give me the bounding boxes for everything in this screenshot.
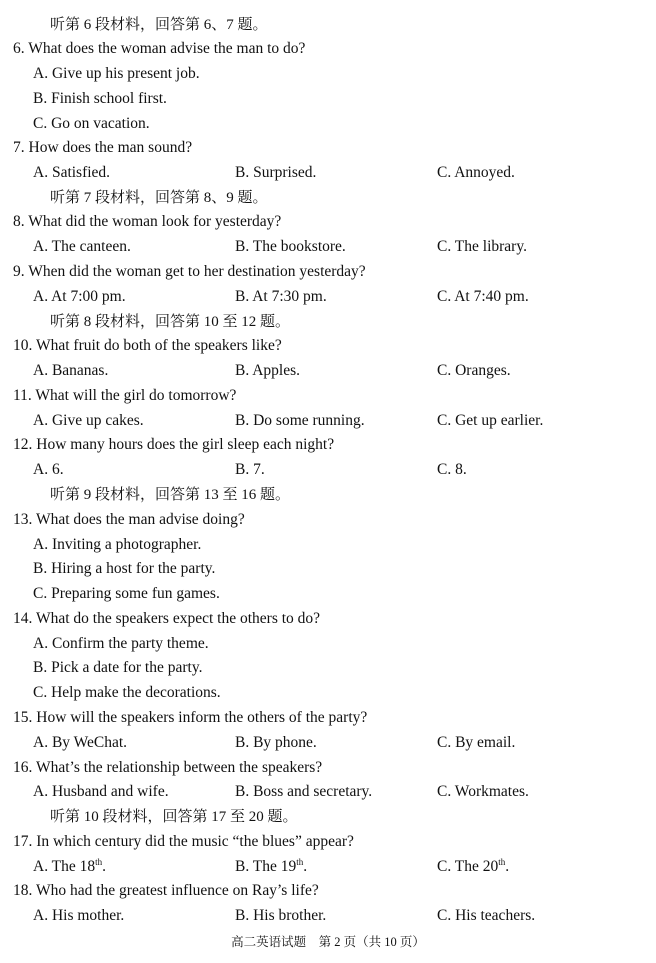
options-11 [0,409,656,433]
options-7 [0,161,656,185]
option-16c: C. Workmates. [437,783,529,800]
option-17c-period: . [505,858,510,875]
option-11b: B. Do some running. [235,412,365,429]
options-16 [0,780,656,804]
question-8: 8. What did the woman look for yesterday? [13,213,282,230]
question-9: 9. When did the woman get to her destination yesterday? [13,263,366,280]
option-6c: C. Go on vacation. [33,115,150,132]
page-footer: 高二英语试题 第 2 页（共 10 页） [231,935,425,949]
option-13c: C. Preparing some fun games. [33,585,220,602]
option-14c: C. Help make the decorations. [33,684,221,701]
option-8b: B. The bookstore. [235,238,346,255]
option-8c: C. The library. [437,238,527,255]
option-13b: B. Hiring a host for the party. [33,560,216,577]
options-17 [0,855,656,879]
options-12 [0,458,656,482]
ordinal-suffix: th [296,856,304,867]
option-14a: A. Confirm the party theme. [33,635,209,652]
option-6a: A. Give up his present job. [33,65,200,82]
section-8-instruction: 听第 8 段材料，回答第 10 至 12 题。 [50,314,291,330]
options-10 [0,359,656,383]
options-18 [0,904,656,928]
question-6: 6. What does the woman advise the man to do? [13,40,306,57]
option-16a: A. Husband and wife. [33,783,169,800]
option-15b: B. By phone. [235,734,317,751]
option-17c-text: C. The 20 [437,858,499,875]
option-17b-text: B. The 19 [235,858,297,875]
option-7a: A. Satisfied. [33,164,111,181]
section-6-instruction: 听第 6 段材料，回答第 6、7 题。 [50,17,268,33]
question-13: 13. What does the man advise doing? [13,511,245,528]
option-17b [235,855,307,879]
option-17a-text: A. The 18 [33,858,96,875]
option-6b: B. Finish school first. [33,90,167,107]
option-10b: B. Apples. [235,362,301,379]
option-16b: B. Boss and secretary. [235,783,373,800]
option-7b: B. Surprised. [235,164,317,181]
ordinal-suffix: th [498,856,506,867]
question-16: 16. What’s the relationship between the speakers? [13,759,323,776]
option-17b-period: . [303,858,308,875]
options-8 [0,235,656,259]
option-18a: A. His mother. [33,907,125,924]
option-17a [33,855,106,879]
option-13a: A. Inviting a photographer. [33,536,202,553]
question-18: 18. Who had the greatest influence on Ray’s life? [13,882,319,899]
option-18c: C. His teachers. [437,907,536,924]
section-10-instruction: 听第 10 段材料，回答第 17 至 20 题。 [50,809,298,825]
question-11: 11. What will the girl do tomorrow? [13,387,237,404]
option-11c: C. Get up earlier. [437,412,544,429]
options-15 [0,731,656,755]
ordinal-suffix: th [95,856,103,867]
option-7c: C. Annoyed. [437,164,515,181]
option-12a: A. 6. [33,461,64,478]
options-9 [0,285,656,309]
option-11a: A. Give up cakes. [33,412,144,429]
section-9-instruction: 听第 9 段材料，回答第 13 至 16 题。 [50,487,291,503]
option-10c: C. Oranges. [437,362,511,379]
option-9a: A. At 7:00 pm. [33,288,126,305]
option-9c: C. At 7:40 pm. [437,288,529,305]
option-10a: A. Bananas. [33,362,109,379]
question-14: 14. What do the speakers expect the others to do? [13,610,321,627]
option-8a: A. The canteen. [33,238,131,255]
option-18b: B. His brother. [235,907,327,924]
question-12: 12. How many hours does the girl sleep each night? [13,436,335,453]
option-17c [437,855,509,879]
option-14b: B. Pick a date for the party. [33,659,203,676]
option-15c: C. By email. [437,734,516,751]
question-10: 10. What fruit do both of the speakers like? [13,337,282,354]
question-17: 17. In which century did the music “the blues” appear? [13,833,354,850]
section-7-instruction: 听第 7 段材料，回答第 8、9 题。 [50,190,268,206]
option-15a: A. By WeChat. [33,734,128,751]
option-12c: C. 8. [437,461,467,478]
option-9b: B. At 7:30 pm. [235,288,327,305]
option-17a-period: . [102,858,107,875]
option-12b: B. 7. [235,461,265,478]
question-7: 7. How does the man sound? [13,139,193,156]
question-15: 15. How will the speakers inform the others of the party? [13,709,368,726]
